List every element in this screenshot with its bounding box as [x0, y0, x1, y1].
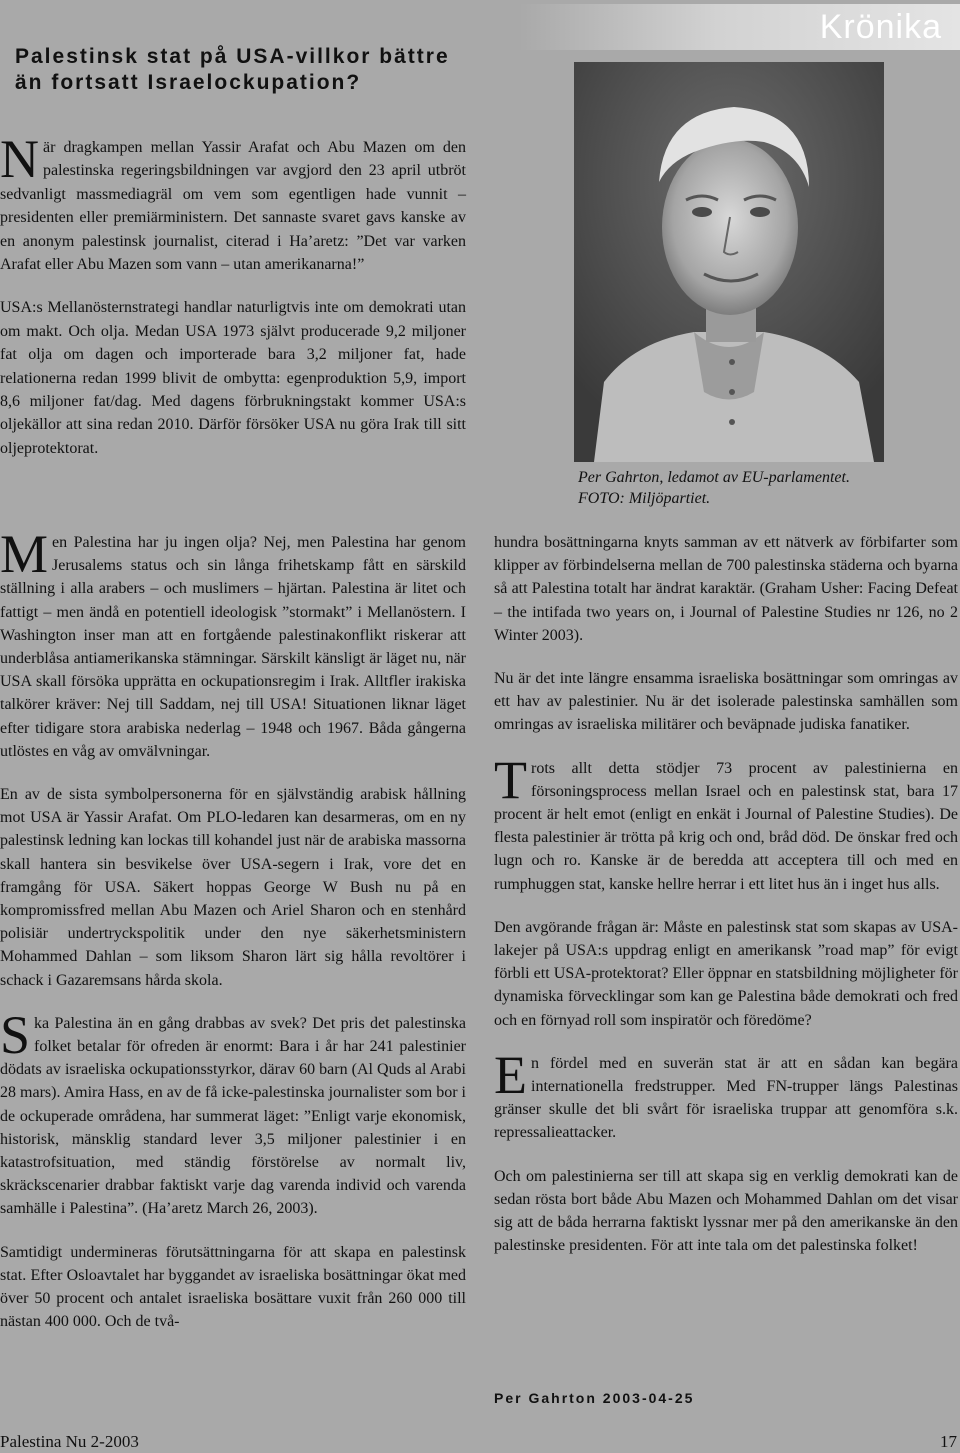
paragraph — [0, 296, 466, 460]
paragraph — [0, 524, 466, 763]
section-banner — [519, 4, 960, 50]
paragraph-text: är dragkampen mellan Yassir Arafat och Abu Mazen om den palestinska regeringsbildningen var avgjord den 23 april utbröt sedvanligt massmediagräl om vem som egentligen hade vunnit – presidenten eller premiärministern. Det sannaste svaret gavs kanske av en anonym palestinsk journalist, citerad i Ha’aretz: ”Det var varken Arafat eller Abu Mazen som vann – utan amerikanarna!” — [0, 139, 466, 274]
paragraph — [494, 916, 958, 1032]
paragraph-text: en Palestina har ju ingen olja? Nej, men Palestina har genom Jerusalems status och sin långa frihetskamp fått en särskild ställning i alla arabers – och muslimers – hjärtan. Palestina är litet och fattigt – men ändå en potentiell ideologisk ”stormakt” i Mellanöstern. I Washington inser man att en fortgående palestinakonflikt riskerar att underblåsa antiamerikanska stämningar. Särskilt känsligt är läget nu, när USA skall försöka upprätta en ockupationsregim i Irak. Alltfler irakiska talkörer kräver: Nej till Saddam, nej till USA! Situationen liknar läget efter tidigare stora arabiska nederlag – 1948 och 1967. Båda gångerna utlöstes en våg av omvälvningar. — [0, 534, 466, 760]
drop-cap: S — [0, 1004, 31, 1065]
paragraph-text: hundra bosättningarna knyts samman av ett nätverk av förbifarter som klipper av förbindelserna mellan de 700 palestinska städerna och byarna så att Palestina totalt har ändrat karaktär. (Graham Usher: Facing Defeat – the intifada two years on, i Journal of Palestine Studies nr 126, no 2 Winter 2003). — [494, 534, 958, 644]
paragraph — [0, 1241, 466, 1334]
portrait-image — [574, 62, 884, 462]
paragraph — [494, 1165, 958, 1258]
paragraph-text: Den avgörande frågan är: Måste en palestinsk stat som skapas av USA-lakejer på USA:s uppdrag enligt en amerikansk ”road map” för evigt förbli ett USA-protektorat? Eller öppnar en statsbildning möjligheter för dynamiska förvecklingar som kan ge Palestina både demokrati och fred och en förnyad roll som inspiratör och föredöme? — [494, 918, 958, 1029]
section-label: Krönika — [819, 8, 942, 46]
paragraph-text: Samtidigt undermineras förutsättningarna för att skapa en palestinsk stat. Efter Osloavtalet har byggandet av israeliska bosättningar ökat med över 50 procent och antalet israeliska bosättare vuxit från 260 000 till nästan 400 000. Och de två- — [0, 1243, 466, 1331]
drop-cap: T — [494, 749, 527, 810]
photo-caption — [578, 467, 948, 509]
author-photo — [574, 62, 884, 462]
caption-credit: FOTO: Miljöpartiet. — [578, 490, 711, 507]
paragraph-text: n fördel med en suverän stat är att en sådan kan begära internationella fredstrupper. Med FN-trupper längs Palestinas gränser skulle det bli svårt för israeliska truppar att genomföra s.k. repressalieattacker. — [494, 1054, 958, 1142]
paragraph — [494, 667, 958, 737]
article-headline: Palestinsk stat på USA-villkor bättre än fortsatt Israelockupation? — [15, 45, 450, 94]
lead-section — [0, 129, 466, 480]
paragraph-text: ka Palestina än en gång drabbas av svek? Det pris det palestinska folket betalar för ofreden är enormt: Bara i år har 241 palestinier dödats av israeliska ockupationsstyrkor, därav 60 barn (Al Quds al Arabi 28 mars). Amira Hass, en av de få icke-palestinska journalister som bor i de ockuperade områdena, har summerat läget: ”Enligt varje ekonomisk, historisk, mänsklig standard lever 3,5 miljoner palestinier i en katastrofsituation, med ständig förstörelse av normalt liv, skräckscenarier drabbar faktiskt varje dag varenda individ och varenda samhälle i Palestina”. (Ha’aretz March 26, 2003). — [0, 1014, 466, 1218]
paragraph-text: rots allt detta stödjer 73 procent av palestinierna en försoningsprocess mellan Israel och en palestinsk stat, bara 17 procent är helt emot (enligt en enkät i Journal of Palestine Studies). De flesta palestinier är trötta på krig och ond, bråd död. De önskar fred och lugn och ro. Kanske är de beredda att acceptera till och med en rumphuggen stat, kanske hellre herrar i ett litet hus än i inget hus alls. — [494, 759, 958, 893]
paragraph — [0, 783, 466, 992]
paragraph — [494, 531, 958, 647]
paragraph — [494, 749, 958, 896]
drop-cap: M — [0, 524, 49, 584]
publication-footer: Palestina Nu 2-2003 — [0, 1432, 139, 1451]
paragraph-text: USA:s Mellanösternstrategi handlar naturligtvis inte om demokrati utan om makt. Och olja. Medan USA 1973 självt producerade 9,2 miljoner fat olja om dagen och importerade bara 3,2 miljoner fat, hade relationerna redan 1999 blivit de ombytta: egenproduktion 5,9, import 8,6 miljoner fat/dag. Med dagens förbrukningstakt kommer USA:s oljekällor att sina redan 2010. Därför försöker USA nu göra Irak till sitt oljeprotektorat. — [0, 299, 466, 457]
paragraph-text: Nu är det inte längre ensamma israeliska bosättningar som omringas av ett hav av palestinier. Nu är det isolerade palestinska samhällen som omringas av israeliska militärer och beväpnade judiska fanatiker. — [494, 670, 958, 734]
page-number: 17 — [940, 1432, 957, 1451]
column-left — [0, 524, 466, 1354]
paragraph-text: Och om palestinierna ser till att skapa sig en verklig demokrati kan de sedan rösta bort både Abu Mazen och Mohammed Dahlan om det visar sig att de båda herrarna faktiskt lyssnar mer på den amerikanske än den palestinske presidenten. För att inte tala om det palestinska folket! — [494, 1167, 958, 1255]
column-right — [494, 531, 958, 1277]
caption-line: Per Gahrton, ledamot av EU-parlamentet. — [578, 469, 850, 486]
paragraph — [0, 1004, 466, 1221]
paragraph — [0, 129, 466, 276]
author-signature: Per Gahrton 2003-04-25 — [494, 1390, 695, 1406]
drop-cap: N — [0, 129, 39, 189]
paragraph — [494, 1044, 958, 1145]
drop-cap: E — [494, 1044, 527, 1105]
paragraph-text: En av de sista symbolpersonerna för en självständig arabisk hållning mot USA är Yassir Arafat. Om PLO-ledaren kan desarmeras, om en ny palestinsk ledning kan lockas till kohandel just när de arabiska massorna skall hantera sin besvikelse över USA-segern i Irak, vore det en framgång för USA. Säkert hoppas George W Bush nu på en kompromissfred mellan Abu Mazen och Ariel Sharon och en stenhård polisiär undertryckspolitik under den nye säkerhetsministern Mohammed Dahlan – som liksom Sharon lärt sig hålla revoltörer i schack i Gazaremsans hårda skola. — [0, 786, 466, 989]
